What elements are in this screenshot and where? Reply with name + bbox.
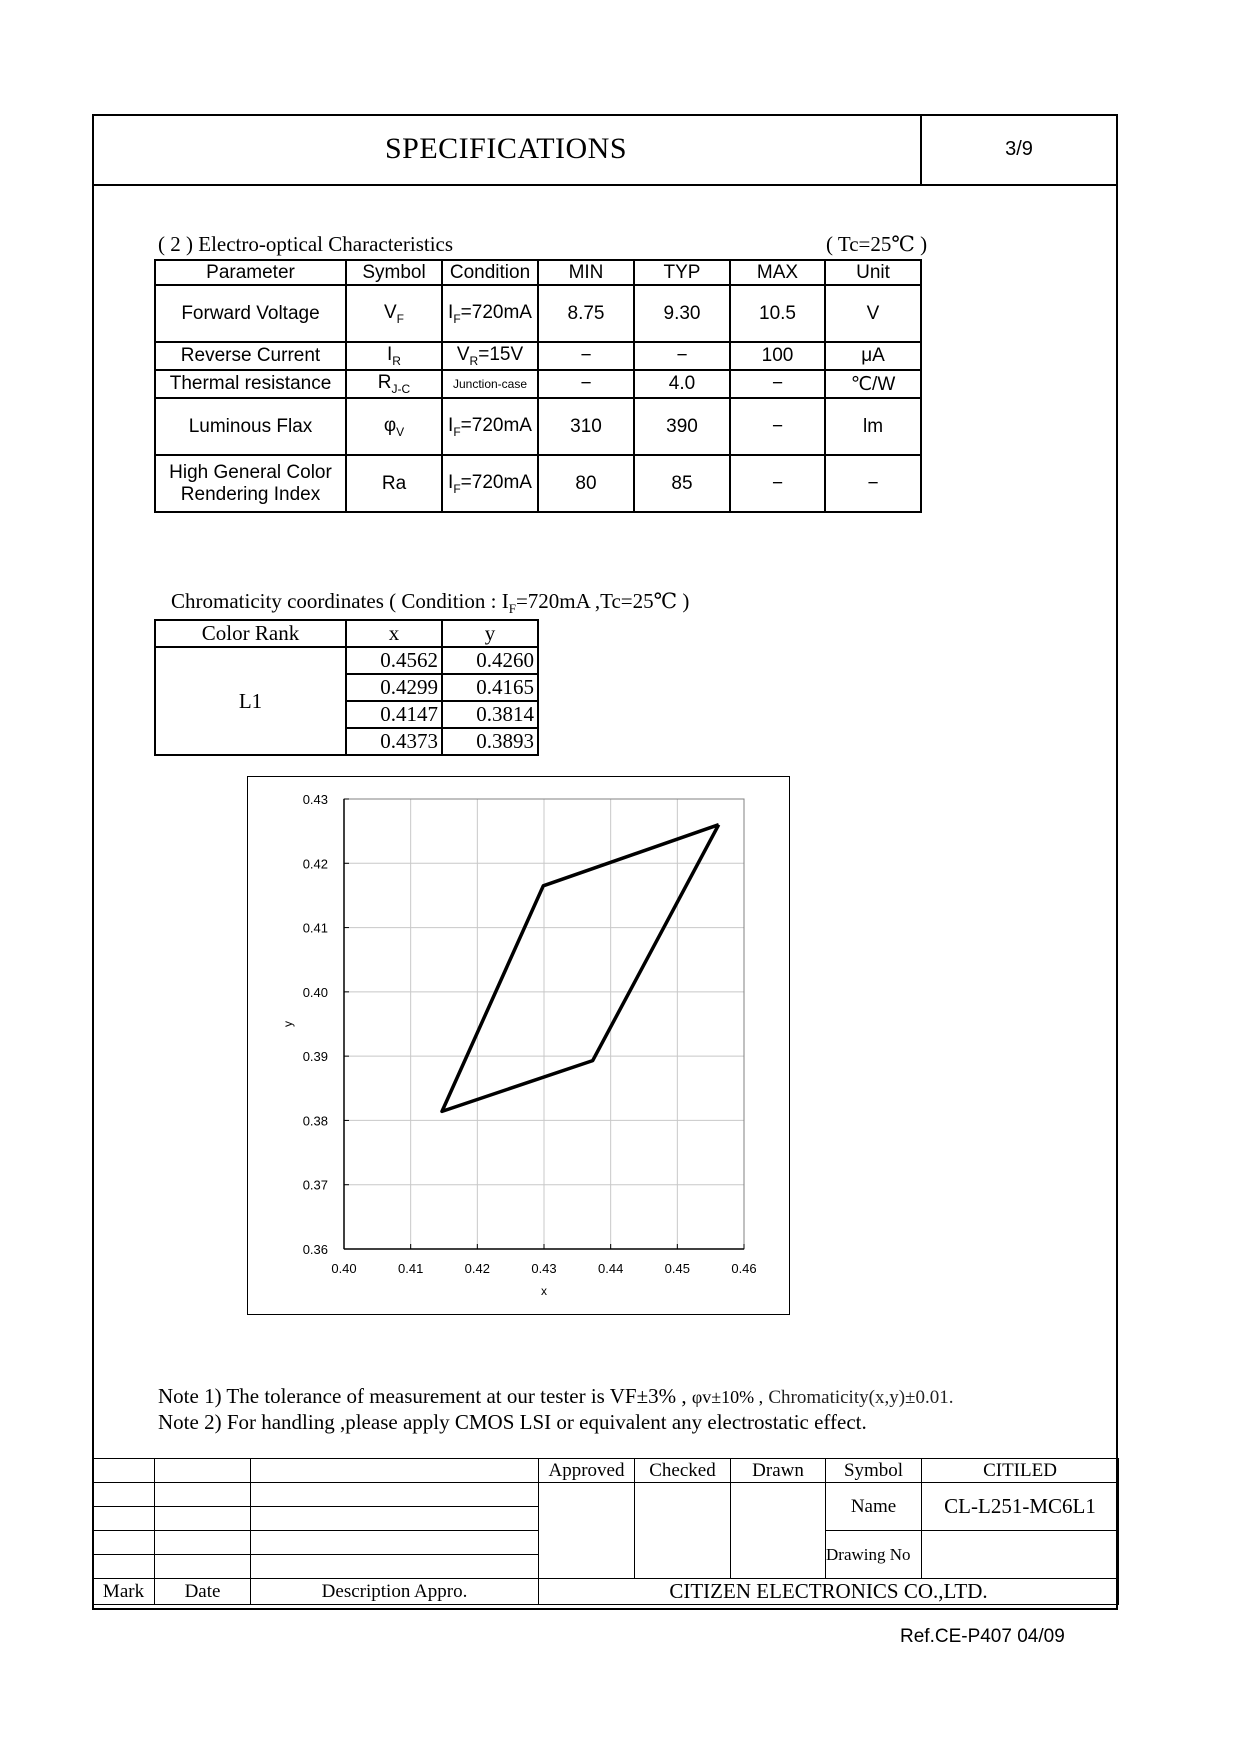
drawing-number-label: Drawing No bbox=[826, 1531, 922, 1579]
date-label: Date bbox=[155, 1579, 251, 1605]
cell-max: 10.5 bbox=[730, 285, 825, 342]
revision-cell bbox=[251, 1555, 539, 1579]
note-1-prefix: Note 1) The tolerance of measurement at our tester is VF±3% , bbox=[158, 1384, 687, 1408]
condition-rest: =720mA bbox=[460, 301, 532, 323]
header-parameter: Parameter bbox=[155, 260, 346, 285]
condition-rest: =720mA bbox=[460, 414, 532, 436]
chromaticity-title bbox=[171, 589, 731, 617]
condition-subscript: F bbox=[453, 481, 461, 496]
cell-y: 0.3893 bbox=[442, 728, 538, 755]
cell-max: 100 bbox=[730, 342, 825, 370]
y-tick-label: 0.38 bbox=[302, 1113, 328, 1129]
header-symbol: Symbol bbox=[346, 260, 442, 285]
cell-typ: − bbox=[634, 342, 730, 370]
condition-text: I bbox=[448, 471, 454, 493]
table-header-row bbox=[155, 260, 921, 285]
cell-condition bbox=[442, 342, 538, 370]
cell-symbol bbox=[346, 370, 442, 398]
revision-cell bbox=[251, 1531, 539, 1555]
table-row bbox=[155, 398, 921, 455]
cell-typ: 85 bbox=[634, 455, 730, 512]
cell-x: 0.4562 bbox=[346, 647, 442, 674]
approved-label: Approved bbox=[539, 1459, 635, 1483]
condition-text: I bbox=[448, 301, 454, 323]
mark-label: Mark bbox=[93, 1579, 155, 1605]
table-row bbox=[155, 455, 921, 512]
title-block-row bbox=[93, 1579, 1119, 1605]
drawn-label: Drawn bbox=[731, 1459, 826, 1483]
header-min: MIN bbox=[538, 260, 634, 285]
cell-y: 0.4165 bbox=[442, 674, 538, 701]
cell-typ: 9.30 bbox=[634, 285, 730, 342]
cell-min: − bbox=[538, 342, 634, 370]
page-number: 3/9 bbox=[1005, 138, 1033, 160]
revision-cell bbox=[155, 1507, 251, 1531]
y-tick-label: 0.42 bbox=[302, 856, 328, 872]
revision-cell bbox=[155, 1459, 251, 1483]
checked-label: Checked bbox=[635, 1459, 731, 1483]
cell-max: − bbox=[730, 370, 825, 398]
chromaticity-title-rest: =720mA ,Tc=25℃ ) bbox=[515, 589, 690, 613]
cell-y: 0.3814 bbox=[442, 701, 538, 728]
y-tick-label: 0.41 bbox=[302, 920, 328, 936]
condition-text: I bbox=[448, 414, 454, 436]
note-1-phi: φv±10% , bbox=[691, 1387, 764, 1407]
y-tick-label: 0.37 bbox=[302, 1177, 328, 1193]
note-1 bbox=[158, 1384, 953, 1410]
cell-max: − bbox=[730, 455, 825, 512]
revision-cell bbox=[93, 1555, 155, 1579]
title-block bbox=[92, 1458, 1119, 1605]
symbol-text: I bbox=[387, 344, 393, 366]
cell-x: 0.4147 bbox=[346, 701, 442, 728]
table-header-row bbox=[155, 620, 538, 647]
cell-parameter: Reverse Current bbox=[155, 342, 346, 370]
company-name: CITIZEN ELECTRONICS CO.,LTD. bbox=[539, 1579, 1119, 1605]
header-condition: Condition bbox=[442, 260, 538, 285]
header-unit: Unit bbox=[825, 260, 921, 285]
revision-cell bbox=[155, 1531, 251, 1555]
table-row bbox=[155, 342, 921, 370]
temperature-condition: ( Tc=25℃ ) bbox=[826, 232, 928, 256]
chromaticity-chart bbox=[247, 776, 790, 1315]
symbol-label: Symbol bbox=[826, 1459, 922, 1483]
cell-unit: ℃/W bbox=[825, 370, 921, 398]
condition-subscript: F bbox=[453, 311, 461, 326]
symbol-subscript: J-C bbox=[391, 381, 411, 396]
cell-parameter: Thermal resistance bbox=[155, 370, 346, 398]
revision-cell bbox=[93, 1507, 155, 1531]
drawn-signature-cell bbox=[731, 1483, 826, 1579]
chromaticity-title-prefix: Chromaticity coordinates ( Condition : I bbox=[171, 589, 509, 613]
checked-signature-cell bbox=[635, 1483, 731, 1579]
symbol-text: R bbox=[377, 372, 392, 394]
part-name: CL-L251-MC6L1 bbox=[922, 1483, 1119, 1531]
title-block-row bbox=[93, 1483, 1119, 1507]
brand-name: CITILED bbox=[922, 1459, 1119, 1483]
cell-condition bbox=[442, 398, 538, 455]
cell-min: 310 bbox=[538, 398, 634, 455]
condition-rest: =720mA bbox=[460, 471, 532, 493]
y-tick-label: 0.39 bbox=[302, 1049, 328, 1065]
chromaticity-title-subscript: F bbox=[508, 601, 516, 617]
revision-cell bbox=[93, 1459, 155, 1483]
cell-condition bbox=[442, 455, 538, 512]
note-2: Note 2) For handling ,please apply CMOS LSI or equivalent any electrostatic effect. bbox=[158, 1410, 867, 1434]
x-tick-label: 0.44 bbox=[598, 1261, 624, 1276]
cell-condition bbox=[442, 285, 538, 342]
cell-x: 0.4299 bbox=[346, 674, 442, 701]
parameter-line-2: Rendering Index bbox=[180, 483, 321, 505]
revision-cell bbox=[251, 1459, 539, 1483]
revision-cell bbox=[93, 1483, 155, 1507]
drawing-number-value bbox=[922, 1531, 1119, 1579]
revision-cell bbox=[251, 1483, 539, 1507]
x-tick-label: 0.45 bbox=[664, 1261, 690, 1276]
parameter-line-1: High General Color bbox=[169, 461, 332, 483]
table-row bbox=[155, 647, 538, 674]
cell-min: 8.75 bbox=[538, 285, 634, 342]
header-typ: TYP bbox=[634, 260, 730, 285]
revision-cell bbox=[155, 1555, 251, 1579]
cell-unit: lm bbox=[825, 398, 921, 455]
cell-y: 0.4260 bbox=[442, 647, 538, 674]
cell-parameter: Luminous Flax bbox=[155, 398, 346, 455]
header-max: MAX bbox=[730, 260, 825, 285]
x-tick-label: 0.46 bbox=[731, 1261, 757, 1276]
cell-typ: 4.0 bbox=[634, 370, 730, 398]
cell-max: − bbox=[730, 398, 825, 455]
condition-subscript: F bbox=[453, 424, 461, 439]
x-tick-label: 0.43 bbox=[531, 1261, 557, 1276]
cell-x: 0.4373 bbox=[346, 728, 442, 755]
cell-min: 80 bbox=[538, 455, 634, 512]
x-axis-label: x bbox=[541, 1284, 547, 1298]
cell-symbol bbox=[346, 342, 442, 370]
chart-svg bbox=[248, 777, 789, 1314]
approved-signature-cell bbox=[539, 1483, 635, 1579]
cell-unit: μA bbox=[825, 342, 921, 370]
x-tick-label: 0.41 bbox=[398, 1261, 424, 1276]
title-block-row bbox=[93, 1459, 1119, 1483]
symbol-text: φ bbox=[383, 414, 397, 436]
cell-parameter bbox=[155, 455, 346, 512]
cell-parameter: Forward Voltage bbox=[155, 285, 346, 342]
electro-optical-table bbox=[154, 259, 922, 513]
symbol-subscript: V bbox=[396, 424, 405, 439]
header-color-rank: Color Rank bbox=[155, 620, 346, 647]
revision-cell bbox=[155, 1483, 251, 1507]
cell-symbol bbox=[346, 285, 442, 342]
condition-rest: =15V bbox=[478, 344, 524, 366]
condition-subscript: R bbox=[469, 353, 479, 368]
cell-min: − bbox=[538, 370, 634, 398]
symbol-text: V bbox=[383, 301, 397, 323]
x-tick-label: 0.40 bbox=[331, 1261, 357, 1276]
color-rank-value: L1 bbox=[155, 647, 346, 755]
revision-cell bbox=[93, 1531, 155, 1555]
table-row bbox=[155, 285, 921, 342]
x-tick-label: 0.42 bbox=[464, 1261, 490, 1276]
y-tick-label: 0.40 bbox=[302, 984, 328, 1000]
header-separator bbox=[92, 184, 1118, 186]
reference-number: Ref.CE-P407 04/09 bbox=[900, 1626, 1065, 1647]
y-tick-label: 0.43 bbox=[302, 792, 328, 807]
header-y: y bbox=[442, 620, 538, 647]
description-label: Description Appro. bbox=[251, 1579, 539, 1605]
cell-condition: Junction-case bbox=[442, 370, 538, 398]
chromaticity-table bbox=[154, 619, 539, 756]
revision-cell bbox=[251, 1507, 539, 1531]
page-title: SPECIFICATIONS bbox=[384, 132, 628, 165]
cell-symbol: Ra bbox=[346, 455, 442, 512]
cell-typ: 390 bbox=[634, 398, 730, 455]
note-1-rest: Chromaticity(x,y)±0.01. bbox=[768, 1387, 954, 1408]
condition-text: V bbox=[456, 344, 470, 366]
name-label: Name bbox=[826, 1483, 922, 1531]
header-x: x bbox=[346, 620, 442, 647]
cell-unit: − bbox=[825, 455, 921, 512]
notes bbox=[158, 1384, 953, 1435]
table-row bbox=[155, 370, 921, 398]
symbol-subscript: R bbox=[392, 353, 401, 368]
cell-symbol bbox=[346, 398, 442, 455]
cell-unit: V bbox=[825, 285, 921, 342]
y-tick-label: 0.36 bbox=[302, 1242, 328, 1257]
section-title: ( 2 ) Electro-optical Characteristics bbox=[158, 232, 454, 256]
y-axis-label: y bbox=[281, 1021, 295, 1027]
symbol-subscript: F bbox=[396, 311, 405, 326]
